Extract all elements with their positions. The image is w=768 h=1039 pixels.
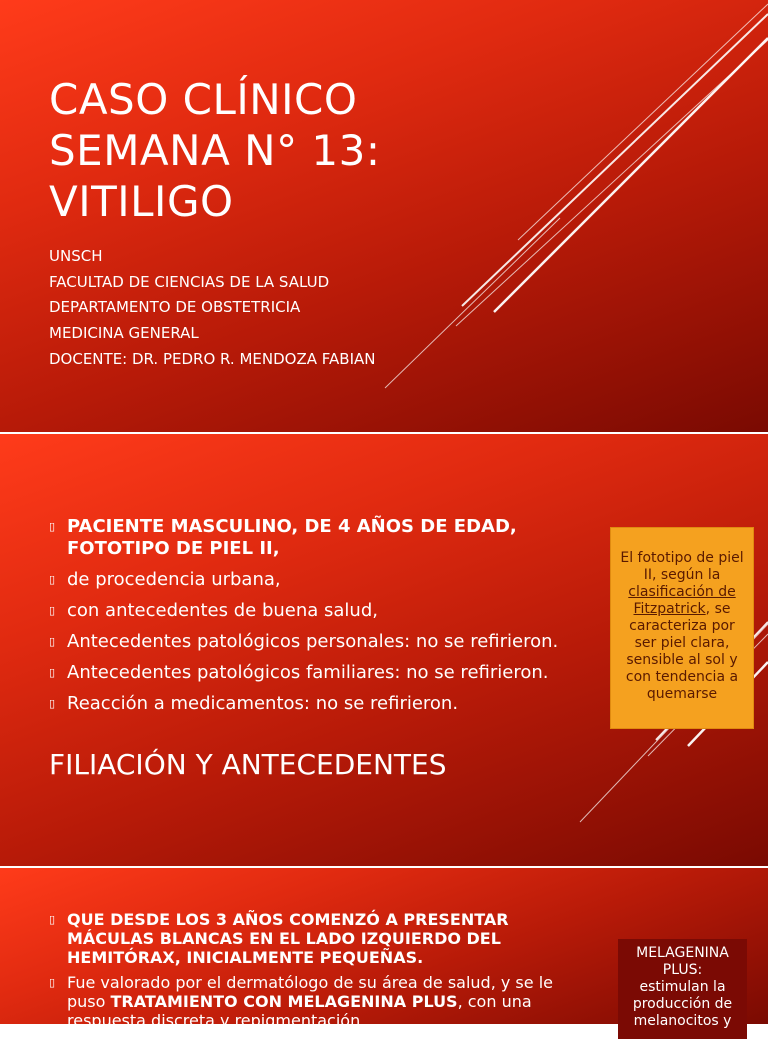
- subtitle-line: FACULTAD DE CIENCIAS DE LA SALUD: [49, 272, 330, 291]
- subtitle-block: [49, 244, 375, 373]
- square-bullet-icon: ▯: [49, 913, 56, 926]
- list-item: [49, 693, 569, 715]
- bullet-text: , con una respuesta discreta y repigmentación: [67, 992, 532, 1030]
- title-line: SEMANA N° 13:: [49, 126, 381, 175]
- slide-title-heading: [49, 74, 381, 227]
- square-bullet-icon: ▯: [49, 666, 56, 679]
- callout-text: estimulan la producción de melanocitos y: [632, 979, 733, 1029]
- list-item: [49, 910, 589, 967]
- slide-title: [0, 0, 768, 432]
- list-item: [49, 631, 569, 653]
- square-bullet-icon: ▯: [49, 635, 56, 648]
- melagenina-callout: [618, 939, 747, 1039]
- fototipo-callout: [610, 527, 754, 729]
- callout-text: El fototipo de piel II, según la: [620, 550, 744, 583]
- square-bullet-icon: ▯: [49, 976, 56, 989]
- bullet-text: con antecedentes de buena salud,: [67, 600, 378, 621]
- bullet-text: QUE DESDE LOS 3 AÑOS COMENZÓ A PRESENTAR MÁCULAS BLANCAS EN EL LADO IZQUIERDO DEL HEMITÓRAX, INICIALMENTE PEQUEÑAS.: [67, 910, 509, 967]
- subtitle-line: MEDICINA GENERAL: [49, 324, 199, 343]
- bullet-text: PACIENTE MASCULINO, DE 4 AÑOS DE EDAD, FOTOTIPO DE PIEL II,: [67, 516, 517, 559]
- callout-title: MELAGENINA PLUS:: [636, 945, 729, 978]
- subtitle-line: DEPARTAMENTO DE OBSTETRICIA: [49, 298, 301, 317]
- square-bullet-icon: ▯: [49, 604, 56, 617]
- title-line: VITILIGO: [49, 177, 234, 226]
- square-bullet-icon: ▯: [49, 573, 56, 586]
- title-line: CASO CLÍNICO: [49, 75, 358, 124]
- list-item: [49, 973, 589, 1030]
- list-item: [49, 662, 569, 684]
- bullet-text: Antecedentes patológicos familiares: no se refirieron.: [67, 662, 549, 683]
- section-title: FILIACIÓN Y ANTECEDENTES: [49, 748, 447, 781]
- list-item: [49, 516, 569, 560]
- fitzpatrick-link[interactable]: clasificación de Fitzpatrick: [628, 584, 736, 617]
- square-bullet-icon: ▯: [49, 520, 56, 533]
- bullet-text: de procedencia urbana,: [67, 569, 281, 590]
- bullet-text: Reacción a medicamentos: no se refirieron.: [67, 693, 459, 714]
- list-item: [49, 569, 569, 591]
- patient-bullet-list: [49, 516, 569, 724]
- square-bullet-icon: ▯: [49, 697, 56, 710]
- bullet-text: Antecedentes patológicos personales: no se refirieron.: [67, 631, 559, 652]
- bullet-bold-text: TRATAMIENTO CON MELAGENINA PLUS: [110, 992, 458, 1011]
- subtitle-line: UNSCH: [49, 247, 103, 265]
- history-bullet-list: [49, 910, 589, 1036]
- list-item: [49, 600, 569, 622]
- bullet-text: Fue valorado por el dermatólogo de su área de salud, y se le puso: [67, 973, 553, 1011]
- subtitle-line: DOCENTE: DR. PEDRO R. MENDOZA FABIAN: [49, 349, 376, 368]
- callout-text: , se caracteriza por ser piel clara, sensible al sol y con tendencia a quemarse: [625, 601, 739, 702]
